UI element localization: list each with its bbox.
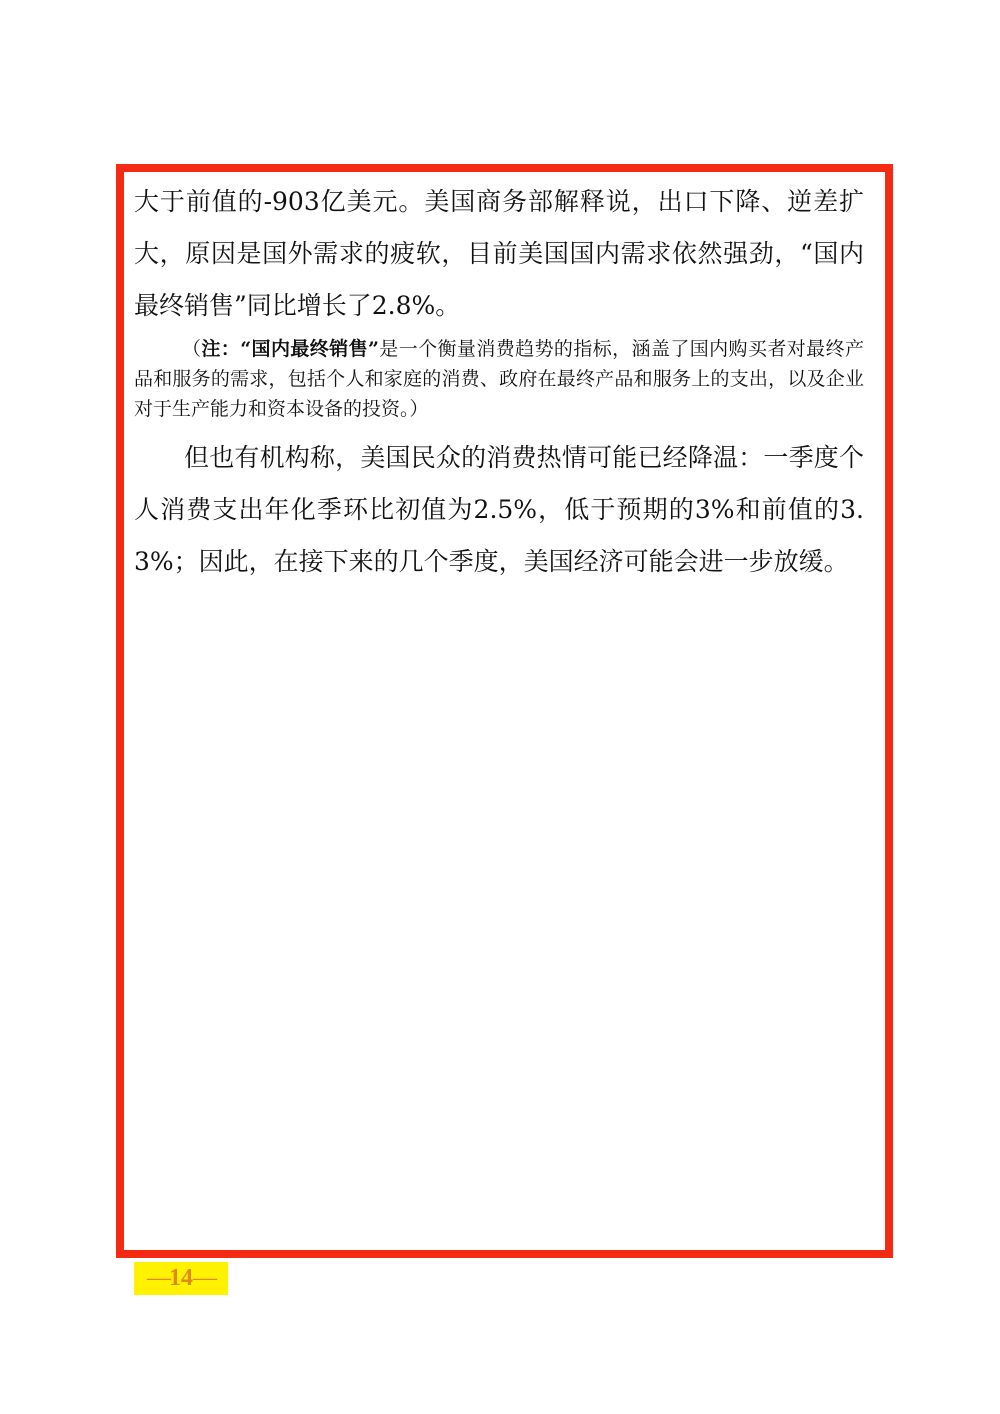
- note-open-paren: （: [182, 338, 202, 360]
- page-number: 14: [169, 1265, 193, 1291]
- page-number-dash-left: —: [147, 1265, 169, 1291]
- paragraph-consumer-spending: 但也有机构称，美国民众的消费热情可能已经降温：一季度个人消费支出年化季环比初值为2.5%，低于预期的3%和前值的3.3%；因此，在接下来的几个季度，美国经济可能会进一步放缓。: [134, 443, 864, 576]
- note-body: 是一个衡量消费趋势的指标，涵盖了国内购买者对最终产品和服务的需求，包括个人和家庭的消费、政府在最终产品和服务上的支出，以及企业对于生产能力和资本设备的投资。）: [134, 338, 864, 420]
- document-body: [134, 176, 864, 588]
- note-term: “国内最终销售”: [240, 338, 379, 360]
- page-number-dash-right: —: [193, 1265, 215, 1291]
- note-label: 注：: [201, 338, 241, 360]
- page-number-badge: [134, 1262, 228, 1295]
- paragraph-continuation: 大于前值的-903亿美元。美国商务部解释说，出口下降、逆差扩大，原因是国外需求的疲软，目前美国国内需求依然强劲，“国内最终销售”同比增长了2.8%。: [134, 187, 864, 320]
- note-paragraph: [134, 334, 864, 424]
